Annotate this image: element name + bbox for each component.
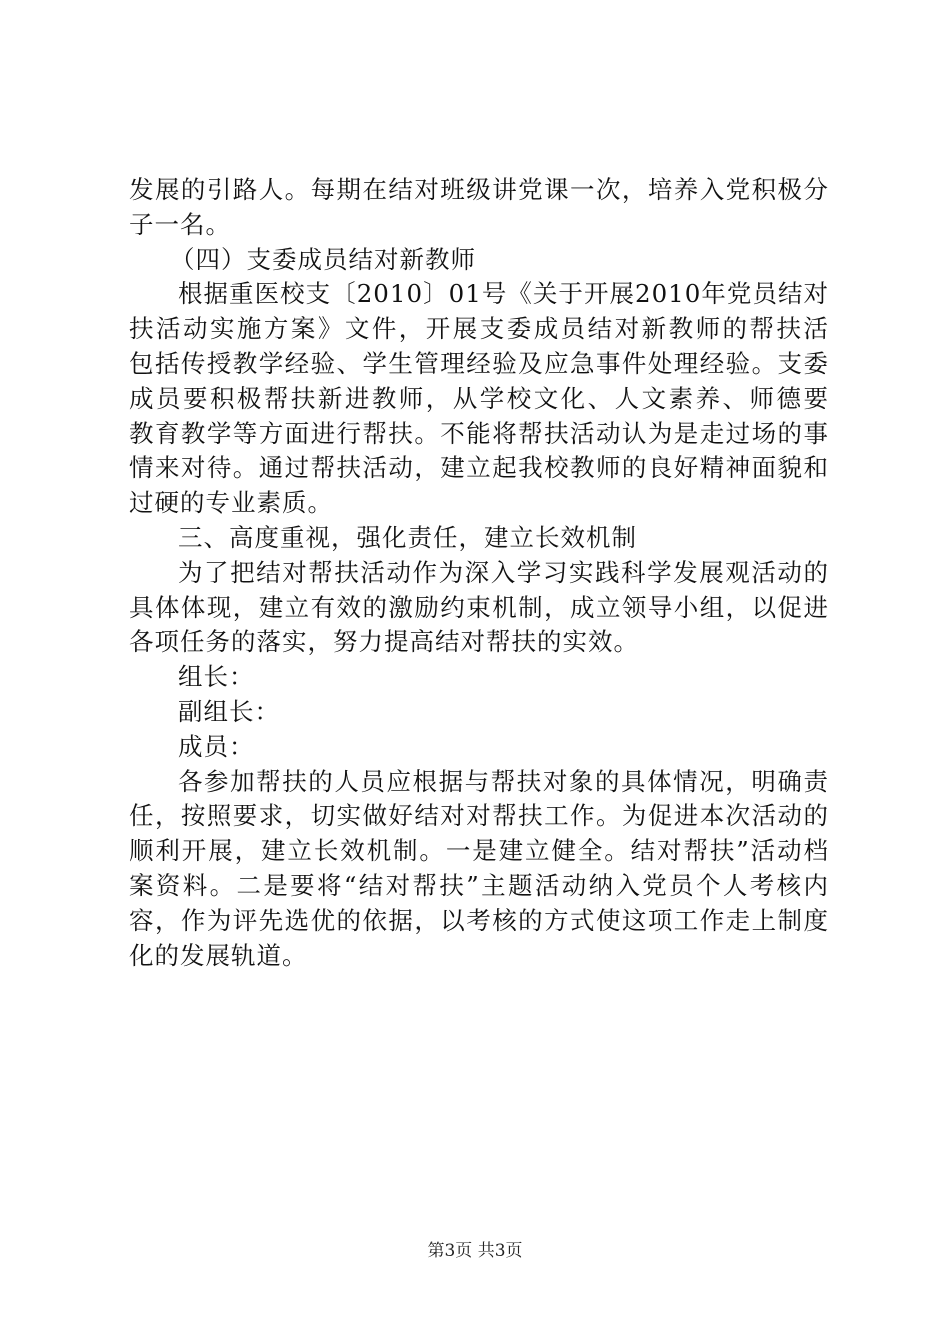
deputy-leader-label: 副组长： — [178, 696, 280, 726]
body-line: 具体体现，建立有效的激励约束机制，成立领导小组，以促进 — [129, 592, 829, 622]
body-line: 容，作为评先选优的依据，以考核的方式使这项工作走上制度 — [129, 905, 829, 935]
body-line: 教育教学等方面进行帮扶。不能将帮扶活动认为是走过场的事 — [129, 418, 829, 448]
body-line: 扶活动实施方案》文件，开展支委成员结对新教师的帮扶活 — [129, 314, 829, 344]
page-footer: 第3页 共3页 — [427, 1241, 523, 1261]
body-line: 各参加帮扶的人员应根据与帮扶对象的具体情况，明确责 — [178, 766, 829, 796]
body-line: 任，按照要求，切实做好结对对帮扶工作。为促进本次活动的 — [129, 801, 829, 831]
section-heading: 三、高度重视，强化责任，建立长效机制 — [178, 522, 637, 552]
body-line: 过硬的专业素质。 — [129, 488, 333, 518]
body-line: 成员要积极帮扶新进教师，从学校文化、人文素养、师德要 — [129, 383, 829, 413]
body-line: 情来对待。通过帮扶活动，建立起我校教师的良好精神面貌和 — [129, 453, 829, 483]
body-line: 为了把结对帮扶活动作为深入学习实践科学发展观活动的 — [178, 557, 829, 587]
body-line: 顺利开展，建立长效机制。一是建立健全。结对帮扶”活动档 — [129, 836, 829, 866]
body-line: 案资料。二是要将“结对帮扶”主题活动纳入党员个人考核内 — [129, 870, 829, 900]
body-line: 化的发展轨道。 — [129, 940, 308, 970]
body-line: 根据重医校支〔2010〕01号《关于开展2010年党员结对 — [178, 279, 829, 309]
document-body — [129, 173, 829, 973]
body-line: 各项任务的落实，努力提高结对帮扶的实效。 — [129, 627, 639, 657]
body-line: 发展的引路人。每期在结对班级讲党课一次，培养入党积极分 — [129, 175, 829, 204]
body-line: 包括传授教学经验、学生管理经验及应急事件处理经验。支委 — [129, 348, 829, 378]
section-heading: （四）支委成员结对新教师 — [170, 244, 476, 274]
members-label: 成员： — [178, 731, 255, 761]
group-leader-label: 组长： — [178, 662, 255, 692]
body-line: 子一名。 — [129, 209, 231, 239]
